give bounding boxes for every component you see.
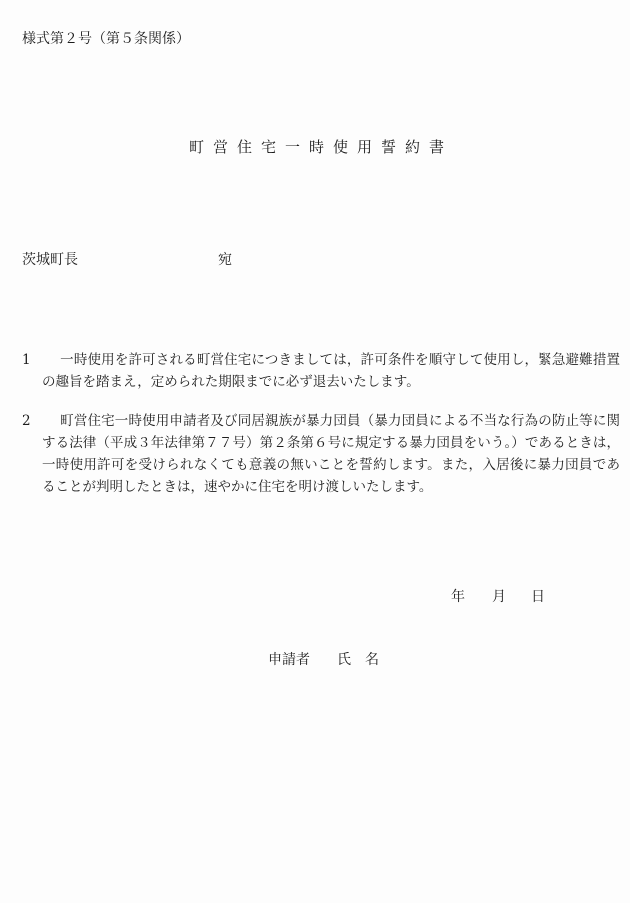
clause-item-2 (22, 410, 620, 498)
addressee-line (22, 251, 620, 270)
clause-text: 一時使用を許可される町営住宅につきましては，許可条件を順守して使用し，緊急避難措置の趣旨を踏まえ，定められた期限までに必ず退去いたします。 (42, 352, 620, 390)
applicant-label: 申請者 (268, 652, 310, 668)
document-title: 町営住宅一時使用誓約書 (188, 138, 453, 156)
clause-list (22, 349, 620, 498)
year-label: 年 (451, 589, 465, 605)
signature-line (22, 650, 620, 670)
form-number: 様式第２号（第５条関係） (22, 31, 190, 47)
clause-number: 2 (22, 413, 31, 429)
clause-text: 町営住宅一時使用申請者及び同居親族が暴力団員（暴力団員による不当な行為の防止等に関する法律（平成３年法律第７７号）第２条第６号に規定する暴力団員をいう。）であるときは，一時使用許可を受けられなくても意義の無いことを誓約します。また，入居後に暴力団員であることが判明したときは，速やかに住宅を明け渡しいたします。 (42, 413, 620, 495)
day-label: 日 (531, 589, 545, 605)
name-label: 氏 名 (337, 652, 379, 668)
clause-number: 1 (22, 352, 31, 368)
addressee-suffix: 宛 (218, 252, 232, 268)
month-label: 月 (492, 589, 506, 605)
addressee-name: 茨城町長 (22, 252, 78, 268)
date-line (22, 586, 620, 608)
clause-item-1 (22, 349, 620, 393)
